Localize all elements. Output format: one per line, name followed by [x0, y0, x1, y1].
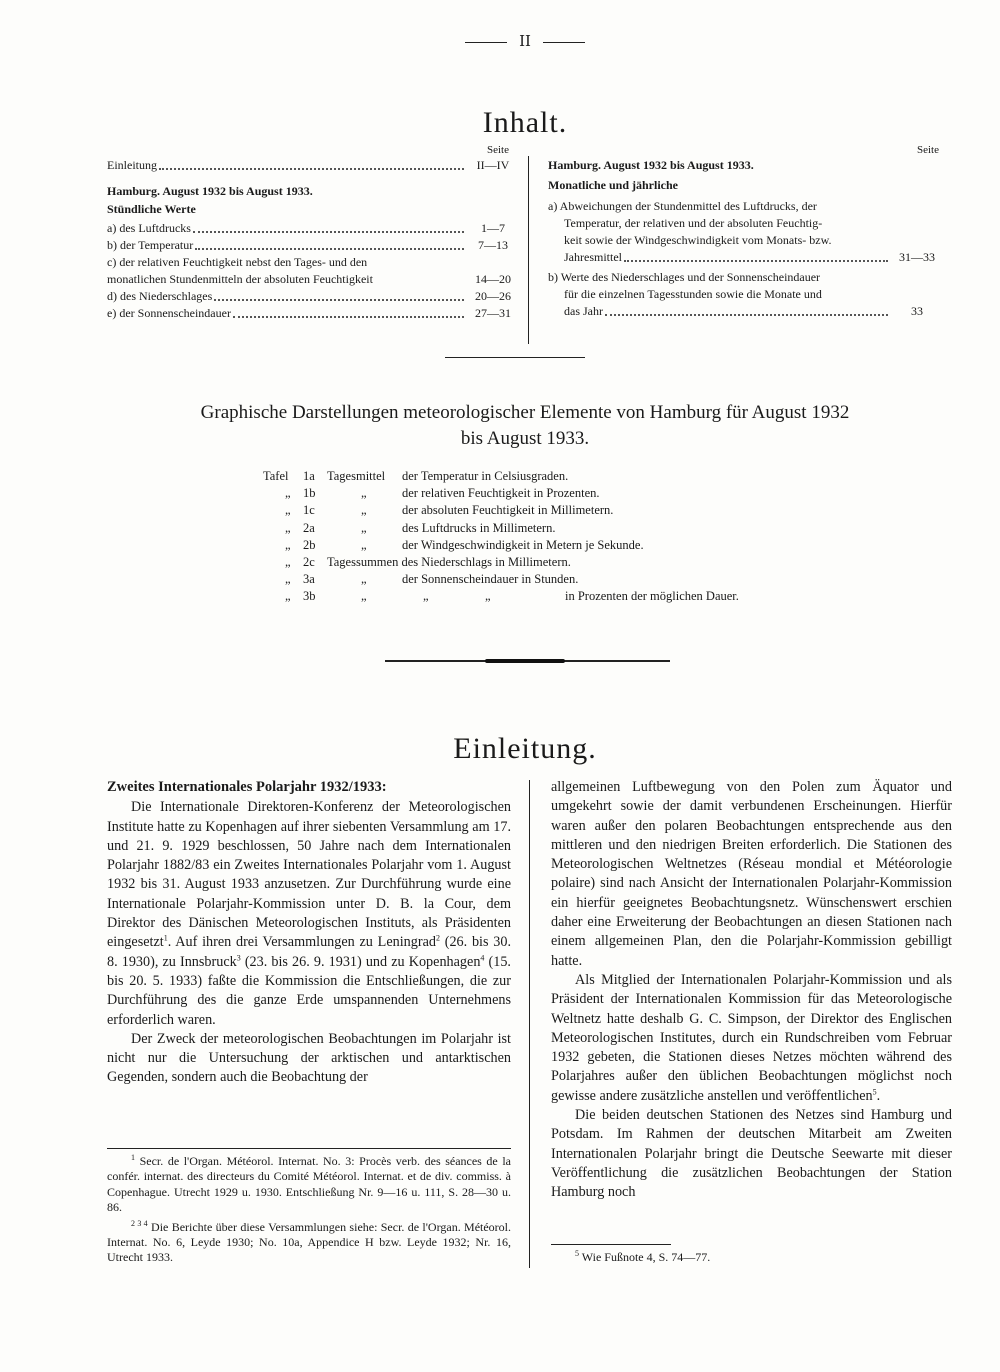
- toc-column-divider: [528, 156, 529, 344]
- graphics-title: Graphische Darstellungen meteorologischer Elemente von Hamburg für August 1932 bis August 1933.: [200, 402, 850, 449]
- footnote: $^5$ Wie Fußnote 4, S. 74—77.: [575, 1249, 711, 1264]
- toc-right-column: [548, 142, 943, 320]
- contents-title: Inhalt.: [482, 106, 568, 139]
- toc-einleitung[interactable]: Einleitung II—IV: [107, 158, 510, 172]
- page-number-rule-right: [543, 42, 585, 43]
- toc-item-e[interactable]: e) der Sonnenscheindauer 27—31: [107, 306, 511, 320]
- toc-item-a[interactable]: a) des Luftdrucks 1—7: [107, 221, 505, 235]
- intro-paragraph: allgemeinen Luftbewegung von den Polen zum Äquator und umgekehrt sowie der damit verbundenen Erscheinungen. Hierfür waren außer den polaren Beobachtungen entsprechende aus den mittleren und den niedrigen Breiten erforderlich. Die Stationen des Meteorologischen Weltnetzes (Réseau mondial et Météorologie polaire) sind nach Ansicht der Internationalen Polarjahr-Kommission ein hierfür geeignetes Beobachtungsnetz. Wünschenswert erschien daher eine Erweiterung der Beobachtungen an diesen Stationen nach einem allgemeinen Plan, den die Polarjahr-Kommission gebilligt hatte.: [551, 779, 952, 969]
- page-number: II: [0, 32, 1000, 50]
- footnote-rule-left: [107, 1148, 511, 1149]
- toc-left-heading2: Stündliche Werte: [107, 202, 196, 216]
- intro-paragraph: Als Mitglied der Internationalen Polarjahr-Kommission und als Präsident der Internationalen Kommission für das Meteorologische Weltnetz hatte deshalb G. C. Simpson, der Direktor des Englischen Meteorologischen Institutes, durch ein Rundschreiben vom Februar 1932 gebeten, die Stationen dieses Netzes möchten während des Polarjahres außer den üblichen Beobachtungen möglichst noch gewisse andere zusätzliche anstellen und veröffentlichen$^5$.: [551, 971, 952, 1104]
- toc-item-d[interactable]: d) des Niederschlages 20—26: [107, 289, 511, 303]
- introduction-title: Einleitung.: [453, 732, 597, 765]
- intro-paragraph: Der Zweck der meteorologischen Beobachtungen im Polarjahr ist nicht nur die Untersuchung der arktischen und antarktischen Gegenden, sondern auch die Beobachtung der: [107, 1030, 511, 1086]
- leader-dots: [159, 168, 464, 170]
- toc-item-b[interactable]: b) der Temperatur 7—13: [107, 238, 508, 252]
- toc-end-rule: [445, 357, 585, 358]
- body-column-divider: [529, 780, 530, 1268]
- toc-right-heading2: Monatliche und jährliche: [548, 178, 679, 192]
- page-number-rule-left: [465, 42, 507, 43]
- intro-paragraph: Die Internationale Direktoren-Konferenz der Meteorologischen Institute hatte zu Kopenhagen auf ihrer siebenten Versammlung am 17. und 21. 9. 1929 beschlossen, 50 Jahre nach dem Internationalen Polarjahr 1882/83 ein Zweites Internationales Polarjahr vom 1. August 1932 bis 31. August 1933 anzusetzen. Zur Durchführung wurde eine Internationale Polarjahr-Kommission unter D. B. la Cour, dem Direktor des Dänischen Meteorologischen Instituts, als Präsidenten eingesetzt$^1$. Auf ihren drei Versammlungen zu Leningrad$^2$ (26. bis 30. 8. 1930), zu Innsbruck$^3$ (23. bis 26. 9. 1931) und zu Kopenhagen$^4$ (15. bis 20. 5. 1933) faßte die Kommission die Entschließungen, die zur Durchführung des die ganze Erde umspannenden Unternehmens erforderlich waren.: [107, 799, 512, 1028]
- footnote: $^1$ Secr. de l'Organ. Météorol. Internat. No. 3: Procès verb. des séances de la confér. internat. des directeurs du Comité Météorol. Internat. et de div. commiss. à Copenhague. Utrecht 1929 u. 1930. Entschließung Nr. 9—16 u. 111, S. 28—30 u. 86.: [107, 1153, 511, 1215]
- intro-paragraph: Die beiden deutschen Stationen des Netzes sind Hamburg und Potsdam. Im Rahmen der deutschen Mitarbeit am Zweiten Internationalen Polarjahr bringt die Deutsche Seewarte mit dieser Veröffentlichung die zusätzlichen Beobachtungen der Station Hamburg noch: [551, 1107, 952, 1201]
- toc-item-c[interactable]: c) der relativen Feuchtigkeit nebst den Tages- und den: [107, 255, 368, 269]
- toc-right-item-a[interactable]: a) Abweichungen der Stundenmittel des Luftdrucks, der Temperatur, der relativen und der absoluten Feuchtig- keit sowie der Windgeschwindigkeit vom Monats- bzw. Jahresmittel 31—33: [548, 199, 935, 264]
- section-heading: Zweites Internationales Polarjahr 1932/1933:: [107, 779, 387, 795]
- toc-right-heading1: Hamburg. August 1932 bis August 1933.: [548, 158, 754, 172]
- footnotes-right: [551, 1250, 952, 1265]
- footnote: $^{2 3 4}$ Die Berichte über diese Versammlungen siehe: Secr. de l'Organ. Météorol. Internat. No. 6, Leyde 1930; No. 10a, Appendice H bzw. Leyde 1932; Nr. 16, Utrecht 1933.: [107, 1218, 512, 1265]
- footnote-rule-right: [551, 1244, 671, 1245]
- toc-left-column: [107, 142, 519, 322]
- ornamental-divider: [385, 660, 670, 662]
- seite-label-right: Seite: [917, 144, 939, 156]
- seite-label-left: Seite: [487, 144, 509, 156]
- toc-right-item-b[interactable]: b) Werte des Niederschlages und der Sonnenscheindauer für die einzelnen Tagesstunden sowie die Monate und das Jahr 33: [548, 270, 923, 318]
- footnotes-left: [107, 1154, 511, 1266]
- toc-left-heading1: Hamburg. August 1932 bis August 1933.: [107, 184, 313, 198]
- intro-right-column: [551, 778, 952, 1203]
- intro-left-column: [107, 778, 511, 1088]
- toc-item-c-cont[interactable]: monatlichen Stundenmitteln der absoluten Feuchtigkeit 14—20: [107, 272, 511, 286]
